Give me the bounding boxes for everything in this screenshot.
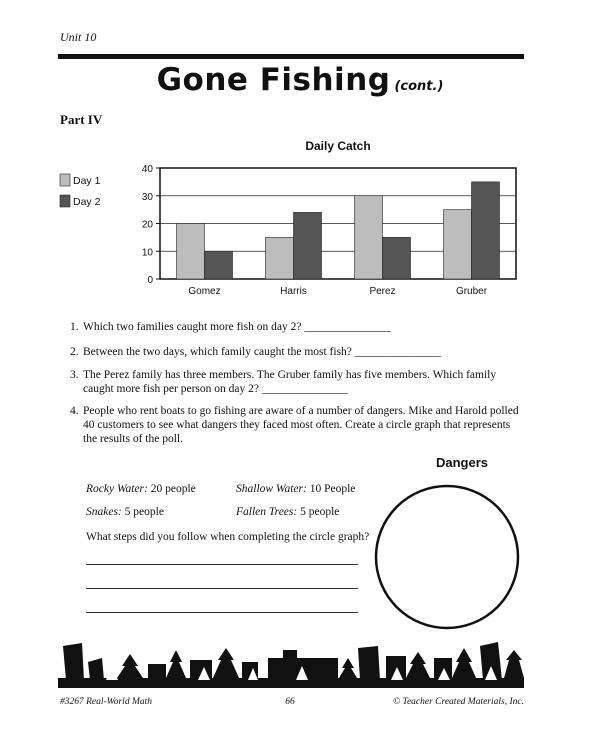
title-main: Gone Fishing xyxy=(156,62,391,98)
bar-harris-day-1 xyxy=(266,237,294,279)
rocky-value: 20 people xyxy=(150,483,196,495)
part-label: Part IV xyxy=(60,112,103,127)
x-tick-label: Gruber xyxy=(455,286,488,297)
answer-line-3[interactable] xyxy=(86,612,358,613)
chart-title: Daily Catch xyxy=(305,139,371,153)
question-1-number: 1. xyxy=(70,321,79,333)
bar-harris-day-2 xyxy=(294,212,322,279)
unit-label: Unit 10 xyxy=(60,30,97,44)
poll-snakes xyxy=(86,506,164,518)
steps-question: What steps did you follow when completing the circle graph? xyxy=(86,531,370,543)
bar-perez-day-2 xyxy=(383,237,411,279)
legend-label: Day 1 xyxy=(73,175,101,187)
question-1-text: Which two families caught more fish on day 2? _______________ xyxy=(83,321,391,333)
answer-line-2[interactable] xyxy=(86,588,358,589)
question-4-number: 4. xyxy=(70,405,79,417)
legend-swatch-day-2 xyxy=(60,195,70,207)
shallow-label: Shallow Water: xyxy=(236,483,307,495)
footer-book-number: #3267 Real-World Math xyxy=(60,697,153,707)
y-tick-label: 40 xyxy=(141,164,153,175)
footer-copyright: © Teacher Created Materials, Inc. xyxy=(392,697,524,707)
snakes-value: 5 people xyxy=(124,506,164,518)
x-tick-label: Harris xyxy=(280,286,307,297)
poll-fallen-trees xyxy=(236,506,339,518)
question-3 xyxy=(70,368,525,398)
bar-perez-day-1 xyxy=(355,196,383,279)
trees-value: 5 people xyxy=(300,506,340,518)
y-tick-label: 0 xyxy=(147,275,153,286)
dangers-circle[interactable] xyxy=(372,482,522,632)
y-tick-label: 10 xyxy=(141,247,153,259)
shallow-value: 10 People xyxy=(309,483,356,495)
answer-line-1[interactable] xyxy=(86,564,358,565)
rocky-label: Rocky Water: xyxy=(86,483,148,495)
bar-gomez-day-1 xyxy=(177,224,205,280)
dangers-title: Dangers xyxy=(435,455,489,470)
bar-gruber-day-1 xyxy=(444,210,472,279)
snakes-label: Snakes: xyxy=(86,506,122,518)
y-tick-label: 30 xyxy=(141,191,153,203)
y-tick-label: 20 xyxy=(141,219,153,231)
x-tick-label: Gomez xyxy=(188,286,221,297)
bar-gruber-day-2 xyxy=(472,182,500,279)
question-2 xyxy=(70,345,525,361)
legend-swatch-day-1 xyxy=(60,174,70,186)
forest-silhouette-banner xyxy=(58,640,524,688)
bar-gomez-day-2 xyxy=(205,251,233,279)
footer-page-number: 66 xyxy=(285,697,295,707)
poll-shallow-water xyxy=(236,483,355,495)
question-3-number: 3. xyxy=(70,369,79,381)
question-3-text: The Perez family has three members. The Gruber family has five members. Which family caught more fish per person on day 2? _______________ xyxy=(83,369,497,395)
question-1 xyxy=(70,320,525,336)
x-tick-label: Perez xyxy=(369,286,396,297)
question-4 xyxy=(70,404,525,448)
question-4-text: People who rent boats to go fishing are aware of a number of dangers. Mike and Harold polled 40 customers to see what dangers they faced most often. Create a circle graph that represents the results of the poll. xyxy=(83,405,519,445)
poll-rocky-water xyxy=(86,483,196,495)
legend-label: Day 2 xyxy=(73,196,101,208)
question-2-number: 2. xyxy=(70,346,79,358)
question-2-text: Between the two days, which family caught the most fish? _______________ xyxy=(83,346,442,358)
daily-catch-chart xyxy=(0,0,600,310)
trees-label: Fallen Trees: xyxy=(236,506,298,518)
title-cont: (cont.) xyxy=(394,79,444,94)
